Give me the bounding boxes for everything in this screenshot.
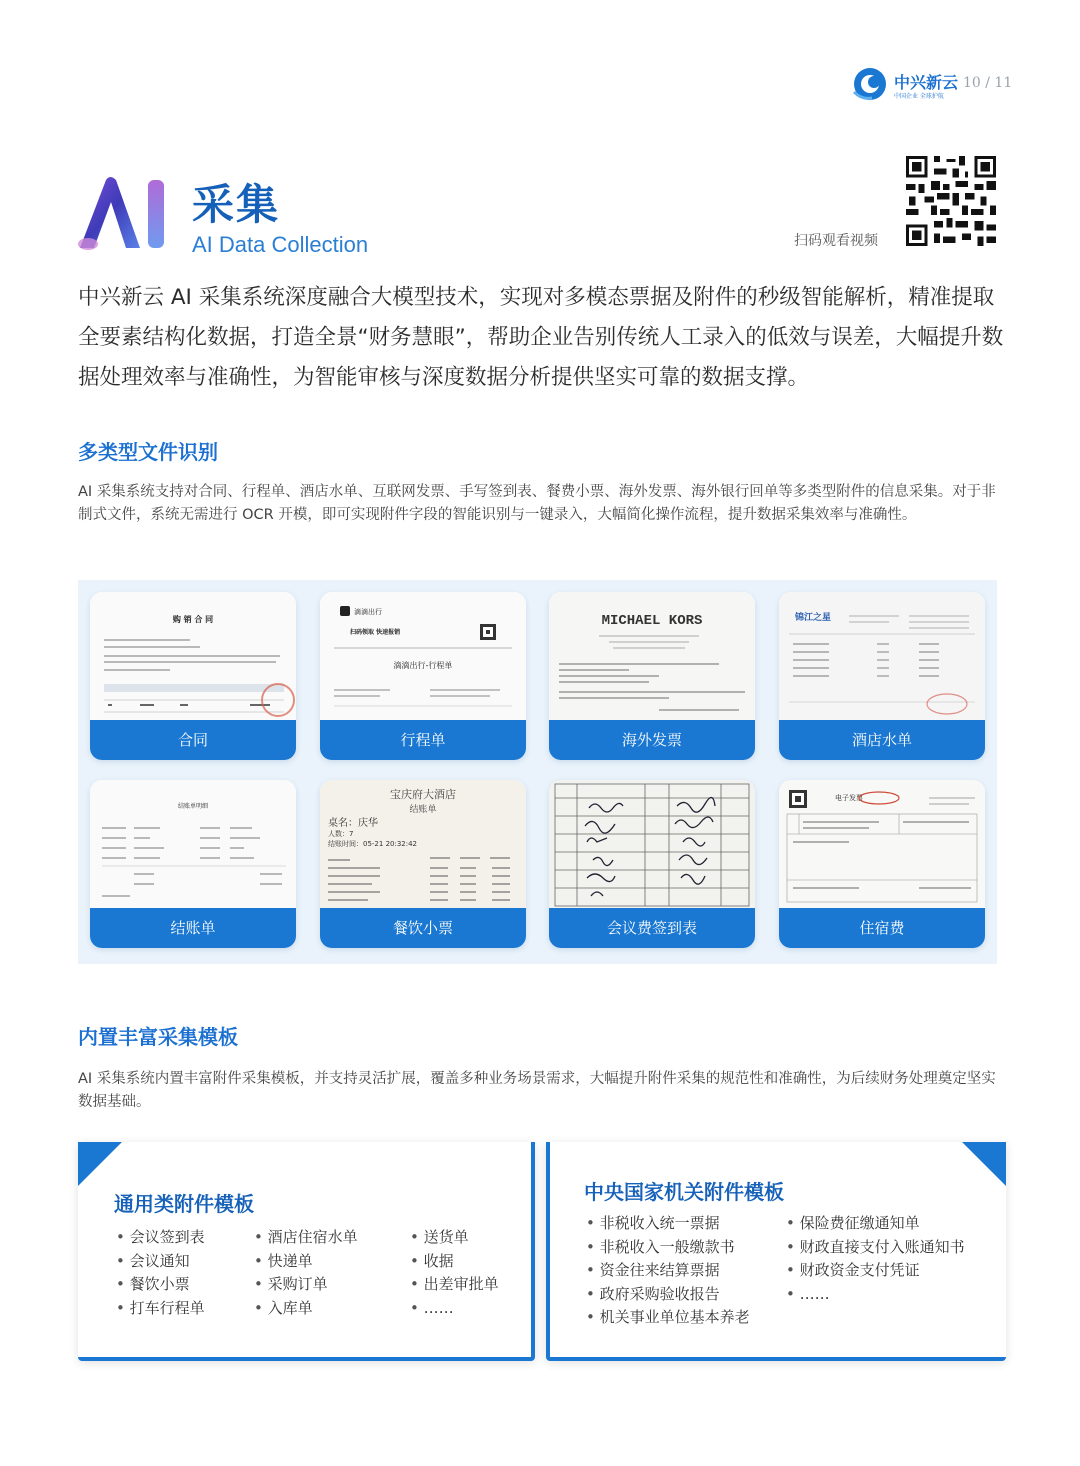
general-template-col3	[410, 1226, 499, 1320]
doc-card-hotel-folio[interactable]	[779, 592, 985, 760]
brand-slogan: 中国企业 全球护航	[894, 93, 944, 100]
qr-code-icon[interactable]	[906, 156, 996, 246]
intro-paragraph: 中兴新云 AI 采集系统深度融合大模型技术，实现对多模态票据及附件的秒级智能解析，精准提取全要素结构化数据，打造全景“财务慧眼”，帮助企业告别传统人工录入的低效与误差，大幅提升数据处理效率与准确性，为智能审核与深度数据分析提供坚实可靠的数据支撑。	[78, 285, 1004, 390]
page-number: 10 / 11	[963, 75, 1013, 91]
section-text-file-recognition: AI 采集系统支持对合同、行程单、酒店水单、互联网发票、手写签到表、餐费小票、海外发票、海外银行回单等多类型附件的信息采集。对于非制式文件，系统无需进行 OCR 开模，即可实现附件字段的智能识别与一键录入，大幅简化操作流程，提升数据采集效率与准确性。	[78, 484, 996, 523]
doc-card-restaurant-receipt[interactable]	[320, 780, 526, 948]
document-gallery	[78, 580, 997, 964]
page-subtitle: AI Data Collection	[192, 232, 369, 257]
template-item: • 收据	[410, 1250, 499, 1274]
template-item: • 采购订单	[254, 1273, 358, 1297]
brand-logo-icon	[850, 66, 890, 102]
corner-accent-icon	[962, 1142, 1006, 1186]
receipt-doc-line2: 人数：7	[328, 830, 354, 838]
template-item: • ……	[410, 1297, 499, 1321]
doc-card-contract[interactable]	[90, 592, 296, 760]
itinerary-doc-brand: 滴滴出行	[354, 608, 382, 616]
meeting-signin-thumbnail	[549, 780, 755, 908]
itinerary-doc-title: 滴滴出行-行程单	[393, 661, 453, 670]
hotel-folio-doc-title: 锦江之星	[795, 613, 832, 623]
doc-card-label: 海外发票	[549, 720, 755, 760]
template-item: • 会议通知	[116, 1250, 205, 1274]
template-item: • 快递单	[254, 1250, 358, 1274]
central-gov-template-col1	[586, 1212, 750, 1330]
template-item: • 非税收入统一票据	[586, 1212, 750, 1236]
itinerary-doc-sub: 扫码领取 快速报销	[350, 629, 401, 636]
section-title-file-recognition: 多类型文件识别	[78, 440, 218, 464]
template-item: • 会议签到表	[116, 1226, 205, 1250]
doc-card-checkout-bill[interactable]	[90, 780, 296, 948]
doc-card-label: 合同	[90, 720, 296, 760]
section-title-templates: 内置丰富采集模板	[78, 1025, 238, 1049]
template-item: • 政府采购验收报告	[586, 1283, 750, 1307]
template-item: • 财政直接支付入账通知书	[786, 1236, 965, 1260]
template-item: • 保险费征缴通知单	[786, 1212, 965, 1236]
template-item: • 非税收入一般缴款书	[586, 1236, 750, 1260]
doc-card-overseas-invoice[interactable]	[549, 592, 755, 760]
template-item: • ……	[786, 1283, 965, 1307]
hotel-folio-thumbnail	[779, 592, 985, 720]
accommodation-doc-title: 电子发票	[835, 794, 863, 802]
checkout-doc-title: 结账单明细	[177, 803, 209, 810]
template-item: • 资金往来结算票据	[586, 1259, 750, 1283]
receipt-doc-title: 宝庆府大酒店	[390, 788, 456, 801]
general-template-box	[78, 1142, 535, 1361]
doc-card-label: 餐饮小票	[320, 908, 526, 948]
receipt-doc-line1: 桌名：庆华	[328, 818, 378, 829]
general-template-col1	[116, 1226, 205, 1320]
page-title: 采集	[192, 180, 281, 229]
ai-logo-icon	[76, 174, 168, 252]
doc-card-label: 住宿费	[779, 908, 985, 948]
general-template-title: 通用类附件模板	[114, 1192, 254, 1216]
brand-name: 中兴新云	[894, 73, 959, 92]
central-gov-template-col2	[786, 1212, 965, 1306]
template-item: • 打车行程单	[116, 1297, 205, 1321]
template-item: • 送货单	[410, 1226, 499, 1250]
restaurant-receipt-thumbnail	[320, 780, 526, 908]
template-item: • 入库单	[254, 1297, 358, 1321]
itinerary-thumbnail	[320, 592, 526, 720]
receipt-doc-sub: 结账单	[409, 805, 437, 815]
central-gov-template-box	[546, 1142, 1006, 1361]
contract-thumbnail	[90, 592, 296, 720]
template-item: • 机关事业单位基本养老	[586, 1306, 750, 1330]
receipt-doc-line3: 结账时间：05-21 20:32:42	[328, 840, 418, 848]
overseas-invoice-thumbnail	[549, 592, 755, 720]
doc-card-accommodation[interactable]	[779, 780, 985, 948]
doc-card-label: 行程单	[320, 720, 526, 760]
doc-card-meeting-signin[interactable]	[549, 780, 755, 948]
template-item: • 餐饮小票	[116, 1273, 205, 1297]
doc-card-label: 酒店水单	[779, 720, 985, 760]
template-item: • 酒店住宿水单	[254, 1226, 358, 1250]
contract-doc-title: 购 销 合 同	[172, 615, 214, 624]
section-text-templates: AI 采集系统内置丰富附件采集模板，并支持灵活扩展，覆盖多种业务场景需求，大幅提升附件采集的规范性和准确性，为后续财务处理奠定坚实数据基础。	[78, 1071, 996, 1110]
corner-accent-icon	[78, 1142, 122, 1186]
doc-card-label: 结账单	[90, 908, 296, 948]
doc-card-label: 会议费签到表	[549, 908, 755, 948]
template-item: • 财政资金支付凭证	[786, 1259, 965, 1283]
general-template-col2	[254, 1226, 358, 1320]
doc-card-itinerary[interactable]	[320, 592, 526, 760]
side-accent-icon	[546, 1142, 554, 1357]
overseas-invoice-doc-title: MICHAEL KORS	[601, 613, 703, 629]
accommodation-invoice-thumbnail	[779, 780, 985, 908]
side-accent-icon	[527, 1142, 535, 1357]
central-gov-template-title: 中央国家机关附件模板	[584, 1180, 784, 1204]
checkout-bill-thumbnail	[90, 780, 296, 908]
qr-caption: 扫码观看视频	[794, 233, 878, 249]
template-item: • 出差审批单	[410, 1273, 499, 1297]
